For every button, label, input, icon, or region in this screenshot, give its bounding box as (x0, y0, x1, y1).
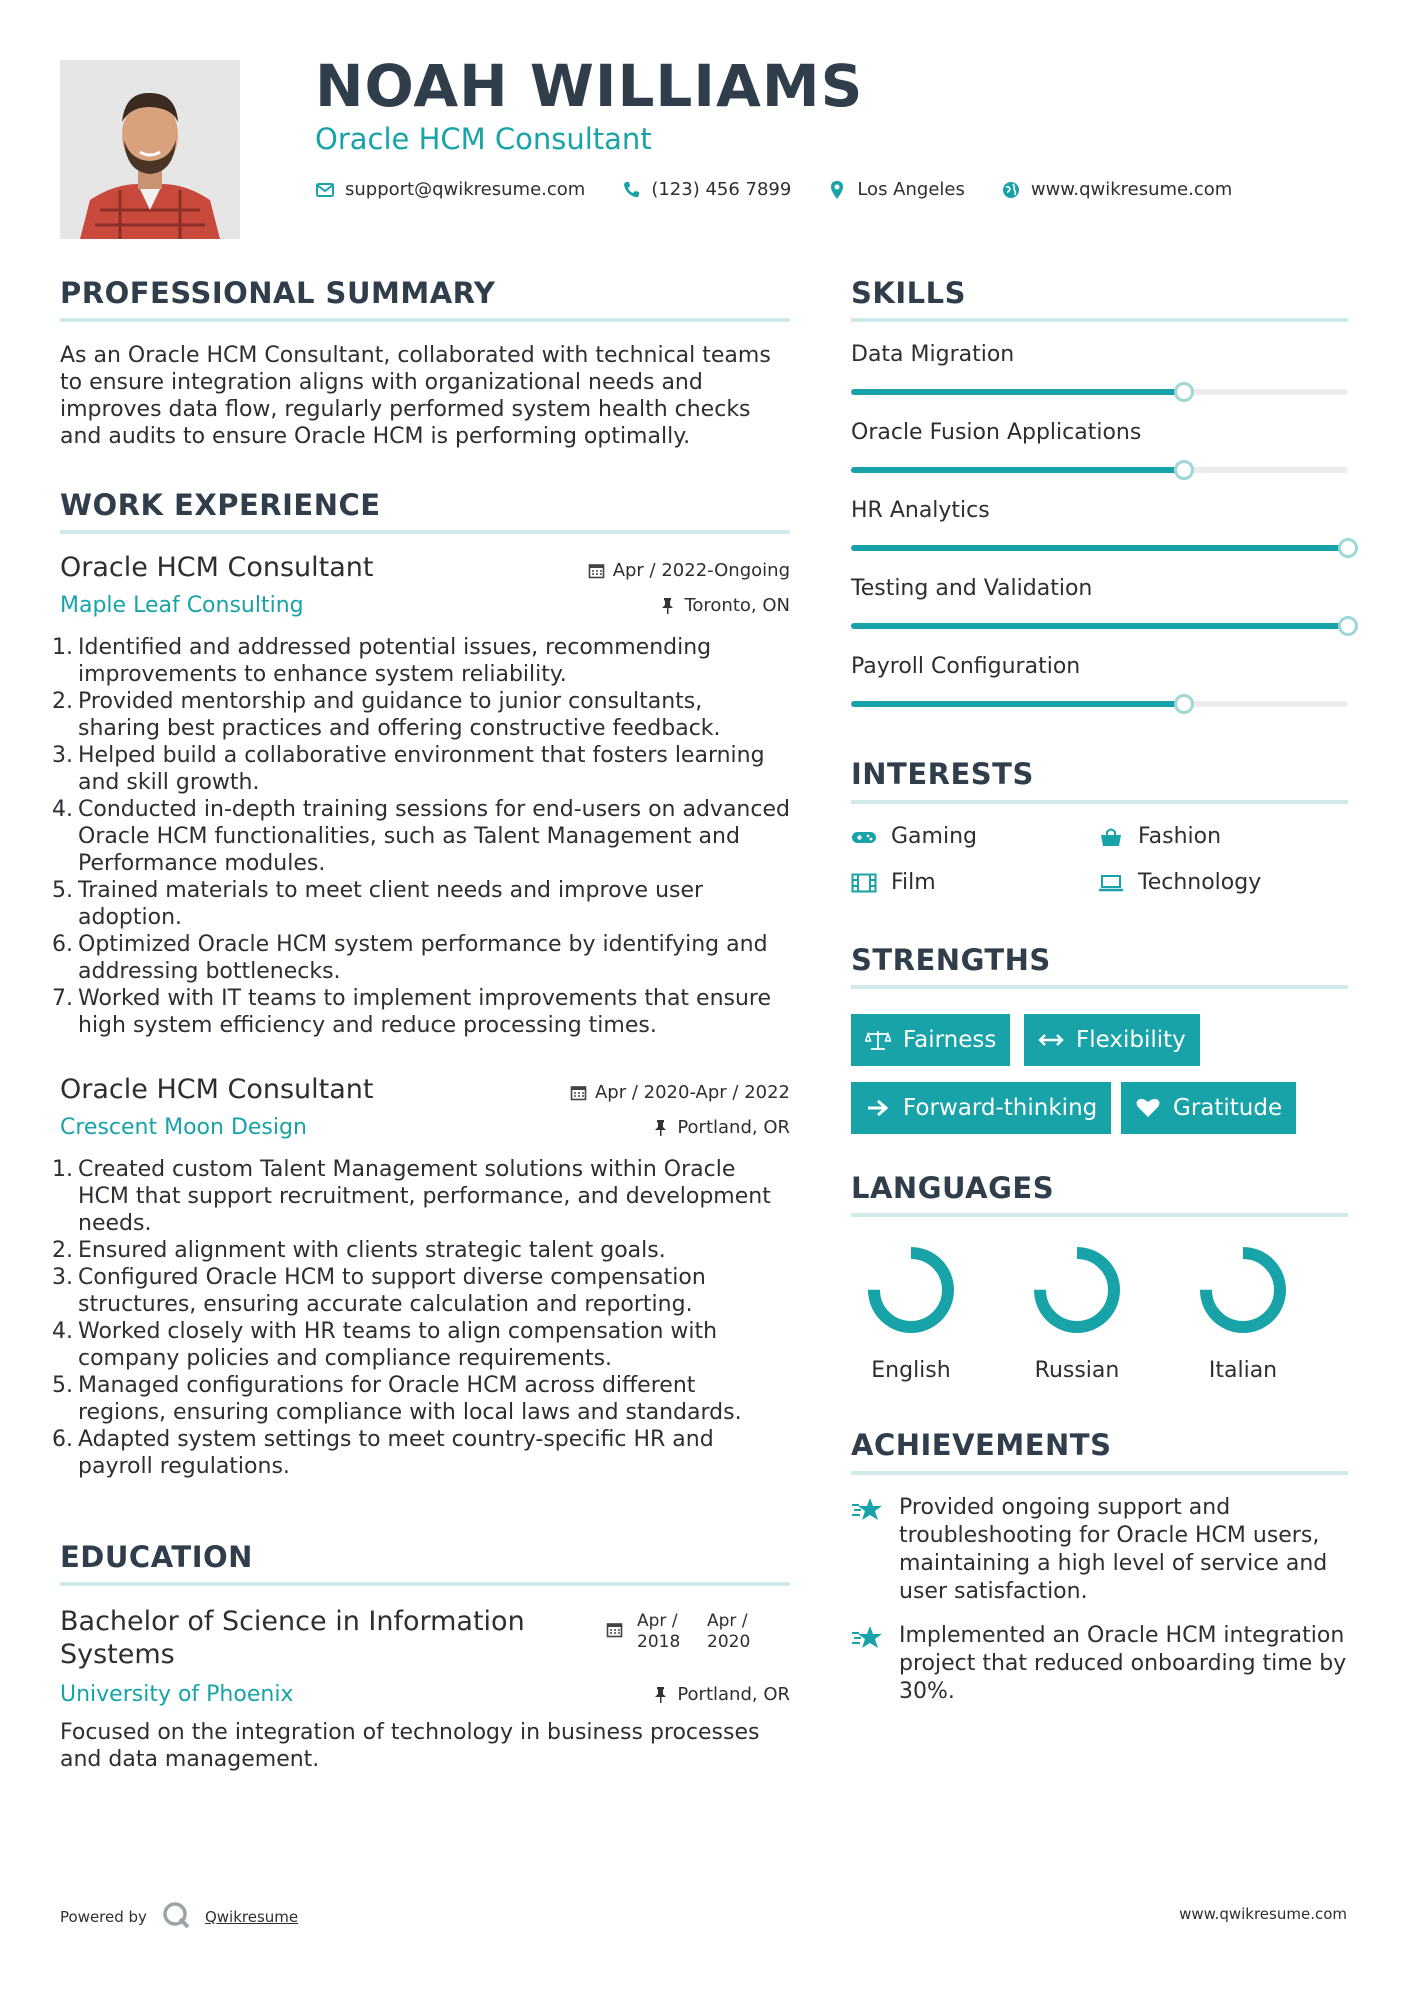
education-heading: EDUCATION (60, 1540, 253, 1574)
achievement-text: Provided ongoing support and troubleshooting for Oracle HCM users, maintaining a high level of service and user satisfaction. (899, 1495, 1328, 1604)
interest-item-technology (1098, 870, 1261, 895)
achievements-heading: ACHIEVEMENTS (851, 1428, 1112, 1462)
interest-label: Technology (1138, 870, 1262, 895)
arrows-horizontal-icon (1038, 1029, 1064, 1051)
skill-bar-fill (851, 545, 1348, 551)
pushpin-icon (652, 1686, 669, 1703)
qwikresume-logo-icon (161, 1900, 191, 1934)
skill-row (851, 654, 1348, 679)
pushpin-icon (659, 597, 676, 614)
list-item: 1. Created custom Talent Management solutions within Oracle HCM that support recruitment, performance, and development needs. (52, 1157, 771, 1236)
language-name: Italian (1208, 1358, 1278, 1383)
list-item: 4. Worked closely with HR teams to align compensation with company policies and compliance requirements. (52, 1319, 718, 1371)
list-item: 1. Identified and addressed potential issues, recommending improvements to enhance system reliability. (52, 635, 712, 687)
list-item: 2. Ensured alignment with clients strategic talent goals. (52, 1238, 666, 1263)
interest-item-fashion (1098, 824, 1221, 849)
arrow-right-icon (865, 1097, 891, 1119)
job-title: Oracle HCM Consultant (60, 552, 374, 583)
language-item (1007, 1240, 1147, 1383)
education-location (652, 1684, 790, 1705)
strengths-rule (851, 985, 1348, 989)
strength-chip-gratitude (1121, 1082, 1296, 1134)
strength-chip-fairness (851, 1014, 1010, 1066)
list-item: 6. Optimized Oracle HCM system performance by identifying and addressing bottlenecks. (52, 932, 768, 984)
list-item: 3. Helped build a collaborative environment that fosters learning and skill growth. (52, 743, 765, 795)
skill-bar-track (851, 467, 1348, 473)
contact-email[interactable]: support@qwikresume.com (345, 179, 586, 200)
language-name: English (871, 1358, 951, 1383)
job-dates (588, 560, 790, 581)
laptop-icon (1098, 873, 1124, 893)
powered-by-label: Powered by (60, 1908, 147, 1926)
achievements-rule (851, 1471, 1348, 1475)
list-item: 5. Managed configurations for Oracle HCM across different regions, ensuring compliance with local laws and standards. (52, 1373, 742, 1425)
skill-bar-track (851, 545, 1348, 551)
interest-label: Gaming (891, 824, 977, 849)
interest-label: Fashion (1138, 824, 1222, 849)
skill-row (851, 576, 1348, 601)
education-location-text: Portland, OR (677, 1684, 790, 1705)
achievement-item (851, 1494, 1348, 1606)
skill-bar-knob (1174, 382, 1194, 402)
achievement-item (851, 1622, 1348, 1706)
job-location (659, 595, 790, 616)
candidate-name: NOAH WILLIAMS (315, 52, 864, 120)
phone-icon (621, 180, 641, 200)
skill-bar-track (851, 701, 1348, 707)
shopping-bag-icon (1098, 827, 1124, 847)
language-ring (1173, 1240, 1313, 1340)
interest-item-film (851, 870, 936, 895)
job-location-text: Portland, OR (677, 1117, 790, 1138)
list-item: 5. Trained materials to meet client needs and improve user adoption. (52, 878, 704, 930)
film-icon (851, 873, 877, 893)
job-company: Maple Leaf Consulting (60, 593, 304, 618)
language-ring (1007, 1240, 1147, 1340)
envelope-icon (315, 180, 335, 200)
skill-bar-track (851, 389, 1348, 395)
languages-rule (851, 1213, 1348, 1217)
degree-title: Bachelor of Science in Information Systems (60, 1606, 525, 1670)
language-ring (841, 1240, 981, 1340)
skill-name: HR Analytics (851, 498, 990, 523)
balance-scale-icon (865, 1029, 891, 1051)
skill-bar-fill (851, 389, 1184, 395)
language-item (1173, 1240, 1313, 1383)
list-item: 7. Worked with IT teams to implement improvements that ensure high system efficiency and reduce processing times. (52, 986, 772, 1038)
job-location-text: Toronto, ON (684, 595, 790, 616)
footer-website[interactable]: www.qwikresume.com (1179, 1905, 1347, 1923)
interests-heading: INTERESTS (851, 757, 1034, 791)
experience-heading: WORK EXPERIENCE (60, 488, 381, 522)
languages-list (841, 1240, 1348, 1390)
calendar-icon (606, 1621, 623, 1653)
skill-bar-track (851, 623, 1348, 629)
contact-website[interactable]: www.qwikresume.com (1030, 179, 1233, 200)
heart-icon (1135, 1097, 1161, 1119)
skills-heading: SKILLS (851, 276, 966, 310)
interests-rule (851, 800, 1348, 804)
candidate-title: Oracle HCM Consultant (315, 122, 652, 156)
skill-row (851, 420, 1348, 445)
map-pin-icon (827, 180, 847, 200)
star-badge-icon (851, 1496, 883, 1524)
strength-label: Forward-thinking (903, 1095, 1098, 1121)
job-dates-text: Apr / 2022-Ongoing (612, 560, 790, 581)
strength-label: Flexibility (1076, 1027, 1186, 1053)
summary-rule (60, 318, 790, 322)
star-badge-icon (851, 1624, 883, 1652)
footer-brand-link[interactable]: Qwikresume (204, 1908, 299, 1926)
calendar-icon (570, 1084, 587, 1101)
job-company: Crescent Moon Design (60, 1115, 307, 1140)
list-item: 3. Configured Oracle HCM to support diverse compensation structures, ensuring accurate calculation and reporting. (52, 1265, 706, 1317)
education-end: Apr / 2020 (707, 1611, 751, 1652)
school-name: University of Phoenix (60, 1682, 294, 1707)
list-item: 2. Provided mentorship and guidance to junior consultants, sharing best practices and offering constructive feedback. (52, 689, 721, 741)
skill-name: Data Migration (851, 342, 1015, 367)
skill-bar-fill (851, 467, 1184, 473)
summary-text: As an Oracle HCM Consultant, collaborated with technical teams to ensure integration aligns with organizational needs and improves data flow, regularly performed system health checks and audits to ensure Oracle HCM is performing optimally. (60, 343, 771, 449)
interest-item-gaming (851, 824, 977, 849)
education-dates (606, 1611, 763, 1653)
skill-row (851, 498, 1348, 523)
list-item: 6. Adapted system settings to meet country-specific HR and payroll regulations. (52, 1427, 714, 1479)
strength-chip-forward-thinking (851, 1082, 1111, 1134)
strength-label: Gratitude (1173, 1095, 1283, 1121)
skill-bar-knob (1338, 616, 1358, 636)
contact-location: Los Angeles (857, 179, 965, 200)
achievement-text: Implemented an Oracle HCM integration project that reduced onboarding time by 30%. (899, 1623, 1347, 1704)
job-dates (570, 1082, 790, 1103)
globe-icon (1001, 180, 1021, 200)
strength-label: Fairness (903, 1027, 997, 1053)
skill-name: Payroll Configuration (851, 654, 1081, 679)
job-bullet-list (52, 634, 790, 1039)
contact-bar (315, 179, 1232, 200)
pushpin-icon (652, 1119, 669, 1136)
interest-label: Film (891, 870, 936, 895)
education-rule (60, 1582, 790, 1586)
skill-bar-knob (1338, 538, 1358, 558)
skill-bar-fill (851, 623, 1348, 629)
skill-name: Oracle Fusion Applications (851, 420, 1142, 445)
contact-phone[interactable]: (123) 456 7899 (651, 179, 792, 200)
education-description: Focused on the integration of technology in business processes and data management. (60, 1720, 760, 1772)
skill-row (851, 342, 1348, 367)
language-item (841, 1240, 981, 1383)
profile-photo (60, 60, 240, 239)
job-title: Oracle HCM Consultant (60, 1074, 374, 1105)
footer-powered-by (60, 1900, 298, 1934)
job-location (652, 1117, 790, 1138)
job-dates-text: Apr / 2020-Apr / 2022 (594, 1082, 790, 1103)
languages-heading: LANGUAGES (851, 1171, 1055, 1205)
language-name: Russian (1034, 1358, 1120, 1383)
strengths-heading: STRENGTHS (851, 943, 1051, 977)
calendar-icon (588, 562, 605, 579)
list-item: 4. Conducted in-depth training sessions for end-users on advanced Oracle HCM functionalities, such as Talent Management and Performance modules. (52, 797, 790, 876)
gamepad-icon (851, 827, 877, 847)
education-start: Apr / 2018 (637, 1611, 681, 1652)
summary-heading: PROFESSIONAL SUMMARY (60, 276, 496, 310)
skill-bar-knob (1174, 460, 1194, 480)
skills-rule (851, 318, 1348, 322)
job-bullet-list (52, 1156, 790, 1480)
skill-name: Testing and Validation (851, 576, 1093, 601)
skill-bar-knob (1174, 694, 1194, 714)
strength-chip-flexibility (1024, 1014, 1200, 1066)
skill-bar-fill (851, 701, 1184, 707)
experience-rule (60, 530, 790, 534)
